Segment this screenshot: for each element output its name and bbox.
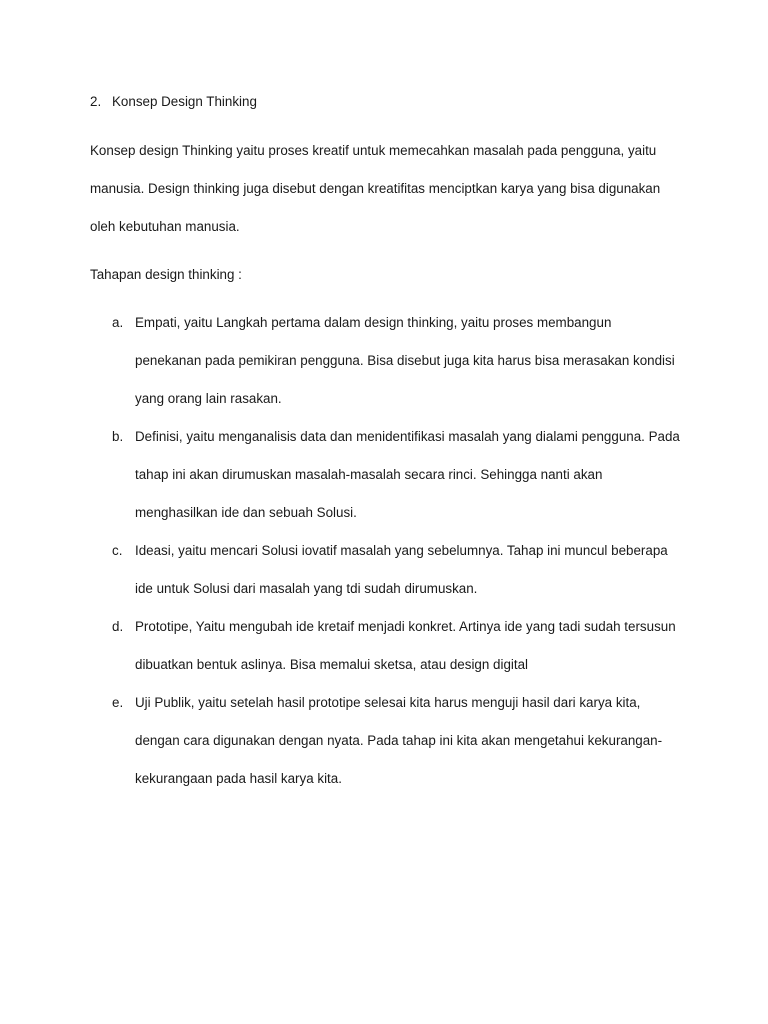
list-marker: a. <box>112 315 124 330</box>
stages-list <box>90 304 690 798</box>
list-marker: b. <box>112 429 124 444</box>
list-item <box>90 418 680 532</box>
intro-paragraph: Konsep design Thinking yaitu proses kreatif untuk memecahkan masalah pada pengguna, yaitu manusia. Design thinking juga disebut dengan kreatifitas menciptkan karya yang bisa digunakan oleh kebutuhan manusia. <box>90 143 661 234</box>
list-item <box>90 684 680 798</box>
section-number: 2. <box>90 94 102 109</box>
list-item-text: Uji Publik, yaitu setelah hasil prototipe selesai kita harus menguji hasil dari karya kita, dengan cara digunakan dengan nyata. Pada tahap ini kita akan mengetahui kekurangan-kekurangaan pada hasil karya kita. <box>135 695 663 786</box>
list-item-text: Prototipe, Yaitu mengubah ide kretaif menjadi konkret. Artinya ide yang tadi sudah tersusun dibuatkan bentuk aslinya. Bisa memalui sketsa, atau design digital <box>135 619 676 672</box>
list-item-text: Definisi, yaitu menganalisis data dan menidentifikasi masalah yang dialami pengguna. Pada tahap ini akan dirumuskan masalah-masalah secara rinci. Sehingga nanti akan menghasilkan ide dan sebuah Solusi. <box>135 429 680 520</box>
list-marker: e. <box>112 695 124 710</box>
document-content <box>90 92 690 798</box>
list-item-text: Empati, yaitu Langkah pertama dalam design thinking, yaitu proses membangun penekanan pada pemikiran pengguna. Bisa disebut juga kita harus bisa merasakan kondisi yang orang lain rasakan. <box>135 315 675 406</box>
section-heading <box>90 92 690 112</box>
section-title: Konsep Design Thinking <box>112 94 257 109</box>
list-item <box>90 532 680 608</box>
stages-title: Tahapan design thinking : <box>90 267 242 282</box>
list-marker: c. <box>112 543 123 558</box>
list-item <box>90 608 680 684</box>
list-item-text: Ideasi, yaitu mencari Solusi iovatif masalah yang sebelumnya. Tahap ini muncul beberapa ide untuk Solusi dari masalah yang tdi sudah dirumuskan. <box>135 543 668 596</box>
list-item <box>90 304 680 418</box>
list-marker: d. <box>112 619 124 634</box>
